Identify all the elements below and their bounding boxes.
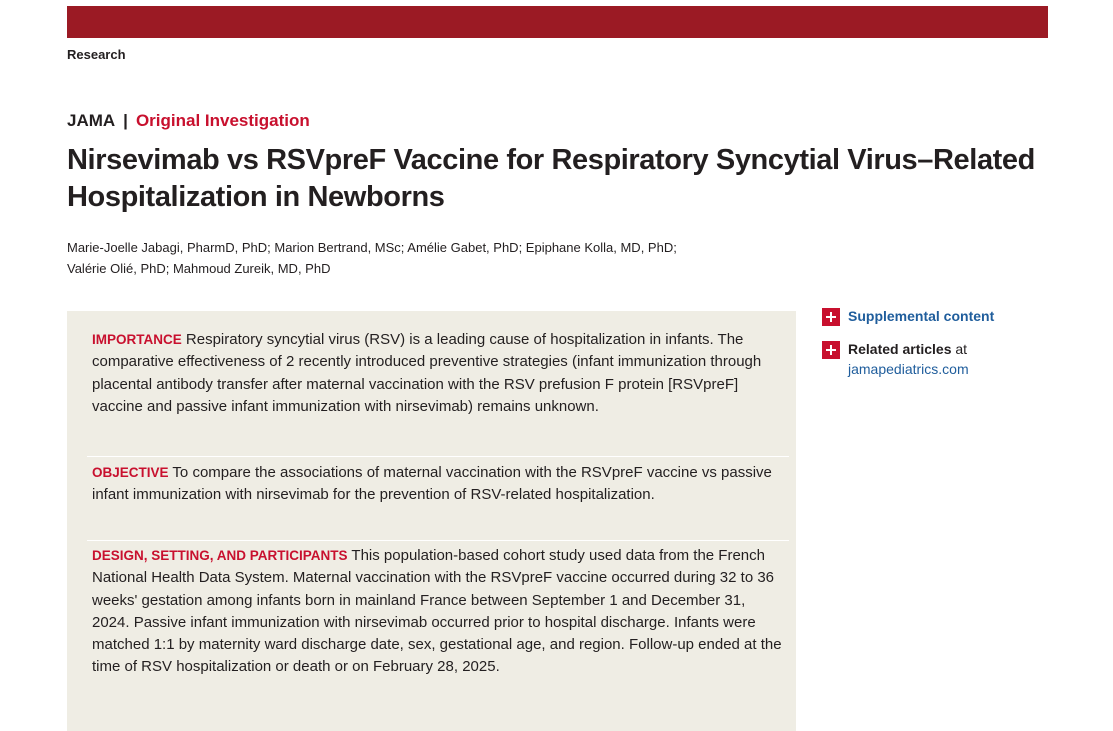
supplemental-content-link[interactable]	[822, 306, 994, 326]
related-at: at	[951, 341, 968, 357]
section-divider	[87, 456, 789, 457]
abstract-importance	[92, 329, 782, 418]
kicker-separator: |	[123, 111, 128, 130]
abstract-design	[92, 545, 782, 679]
journal-name: JAMA	[67, 111, 116, 130]
related-articles-label: Related articles	[848, 341, 952, 357]
author-line: Marie-Joelle Jabagi, PharmD, PhD; Marion Bertrand, MSc; Amélie Gabet, PhD; Epiphane Kolla, MD, PhD;	[67, 240, 677, 255]
importance-text: Respiratory syncytial virus (RSV) is a leading cause of hospitalization in infants. The comparative effectiveness of 2 recently introduced preventive strategies (infant immunization through placental antibody transfer after maternal vaccination with the RSV prefusion F protein [RSVpreF] vaccine and passive infant immunization with nirsevimab) remains unknown.	[92, 331, 762, 415]
article-type: Original Investigation	[135, 111, 310, 130]
abstract-objective	[92, 462, 782, 507]
supplemental-label[interactable]: Supplemental content	[848, 308, 995, 324]
article-title: Nirsevimab vs RSVpreF Vaccine for Respiratory Syncytial Virus–Related Hospitalization in Newborns	[67, 144, 1035, 213]
section-label: Research	[67, 47, 126, 62]
importance-heading: IMPORTANCE	[92, 332, 182, 347]
journal-site-link[interactable]: jamapediatrics.com	[848, 361, 969, 377]
author-list	[67, 237, 787, 279]
author-line: Valérie Olié, PhD; Mahmoud Zureik, MD, PhD	[67, 261, 331, 276]
design-heading: DESIGN, SETTING, AND PARTICIPANTS	[92, 548, 348, 563]
article-kicker	[67, 111, 310, 131]
section-divider	[87, 540, 789, 541]
abstract-box	[67, 311, 796, 731]
header-banner	[67, 6, 1048, 38]
design-text: This population-based cohort study used data from the French National Health Data System. Maternal vaccination with the RSVpreF vaccine occurred during 32 to 36 weeks' gestation among infants born in mainland France between September 1 and December 31, 2024. Passive infant immunization with nirsevimab occurred prior to hospital discharge. Infants were matched 1:1 by maternity ward discharge date, sex, gestational age, and region. Follow-up ended at the time of RSV hospitalization or death or on February 28, 2025.	[92, 547, 782, 676]
related-articles	[822, 339, 969, 379]
objective-text: To compare the associations of maternal vaccination with the RSVpreF vaccine vs passive infant immunization with nirsevimab for the prevention of RSV-related hospitalization.	[92, 464, 772, 504]
plus-icon	[822, 308, 840, 326]
objective-heading: OBJECTIVE	[92, 465, 169, 480]
plus-icon	[822, 341, 840, 359]
